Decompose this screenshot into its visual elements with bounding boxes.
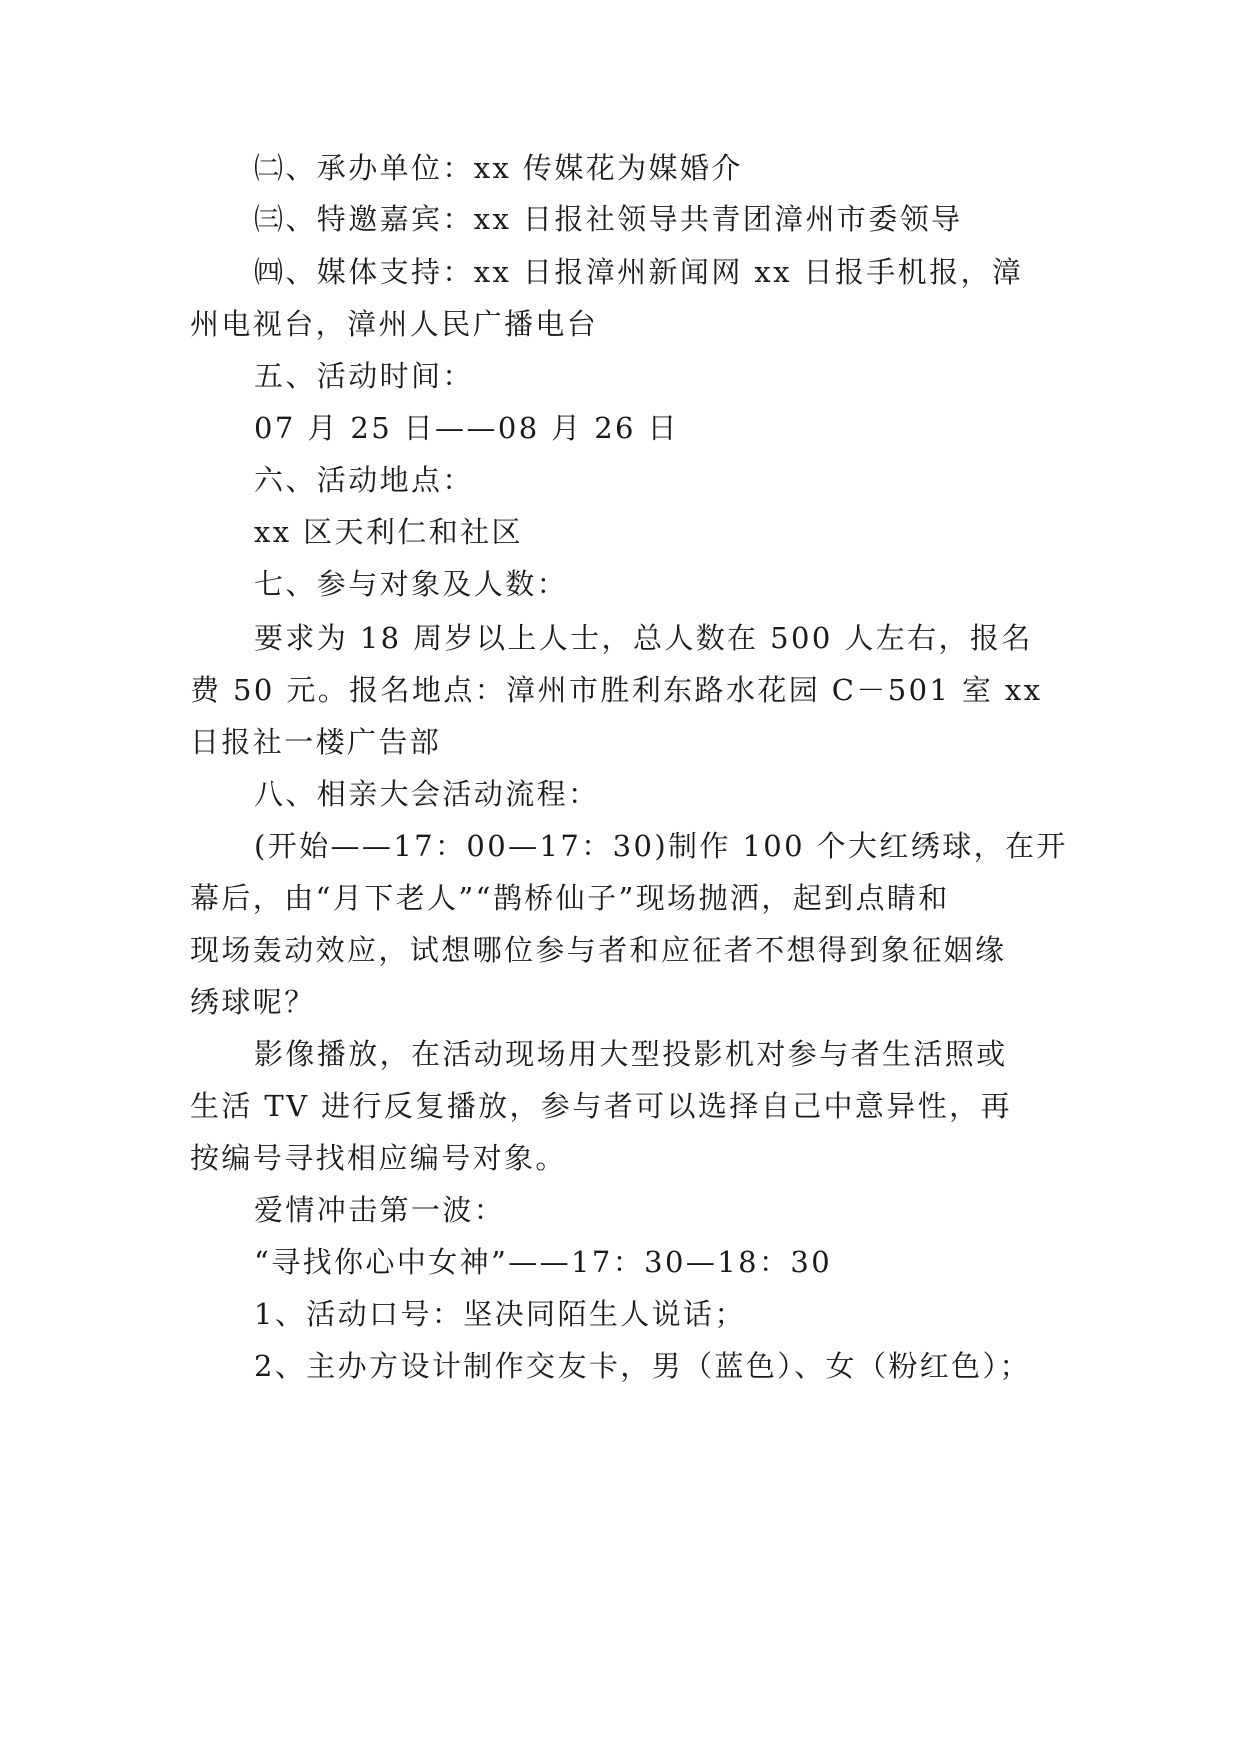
text-line: 六、活动地点： [254, 463, 474, 497]
text-line: 绣球呢？ [190, 985, 316, 1019]
text-line: (开始——17：00—17：30)制作 100 个大红绣球，在开 [254, 829, 1068, 863]
text-line: 2、主办方设计制作交友卡，男（蓝色）、女（粉红色）； [254, 1349, 1031, 1383]
text-line: ㈢、特邀嘉宾：xx 日报社领导共青团漳州市委领导 [254, 202, 963, 236]
text-line: 州电视台，漳州人民广播电台 [190, 307, 599, 341]
text-line: 五、活动时间： [254, 359, 474, 393]
text-line: 要求为 18 周岁以上人士，总人数在 500 人左右，报名 [254, 621, 1033, 655]
text-line: 生活 TV 进行反复播放，参与者可以选择自己中意异性，再 [190, 1089, 1012, 1123]
text-line: 日报社一楼广告部 [190, 725, 442, 759]
text-line: ㈡、承办单位：xx 传媒花为媒婚介 [254, 151, 743, 185]
text-line: 八、相亲大会活动流程： [254, 777, 600, 811]
text-line: ㈣、媒体支持：xx 日报漳州新闻网 xx 日报手机报，漳 [254, 255, 1024, 289]
text-line: 影像播放，在活动现场用大型投影机对参与者生活照或 [254, 1037, 1008, 1071]
text-line: 幕后，由“月下老人”“鹊桥仙子”现场抛洒，起到点睛和 [190, 881, 950, 915]
text-line: 07 月 25 日——08 月 26 日 [254, 411, 679, 445]
text-line: 七、参与对象及人数： [254, 567, 569, 601]
text-line: 按编号寻找相应编号对象。 [190, 1141, 567, 1175]
text-line: 现场轰动效应，试想哪位参与者和应征者不想得到象征姻缘 [190, 933, 1007, 967]
text-line: “寻找你心中女神”——17：30—18：30 [254, 1245, 833, 1279]
text-line: 爱情冲击第一波： [254, 1193, 506, 1227]
text-line: 费 50 元。报名地点：漳州市胜利东路水花园 C－501 室 xx [190, 673, 1043, 707]
text-line: 1、活动口号：坚决同陌生人说话； [254, 1297, 746, 1331]
text-line: xx 区天利仁和社区 [254, 515, 523, 549]
